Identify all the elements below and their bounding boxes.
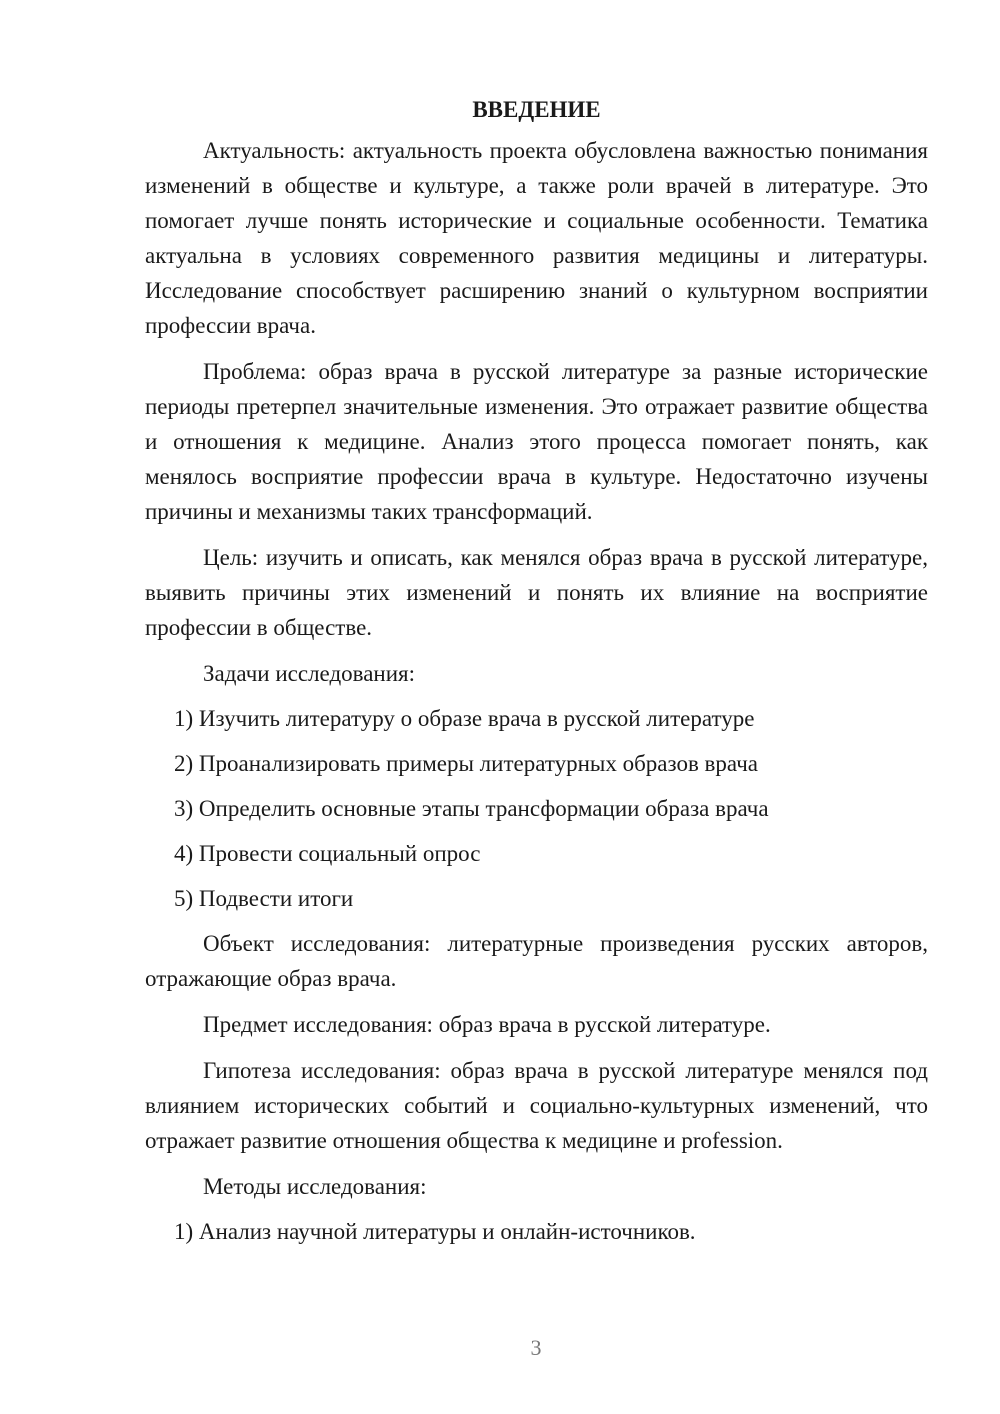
page-number: 3 — [530, 1335, 542, 1360]
problem-paragraph: Проблема: образ врача в русской литературе за разные исторические периоды претерпел значительные изменения. Это отражает развитие общества и отношения к медицине. Анализ этого процесса помогает понять, как менялось восприятие профессии врача в культуре. Недостаточно изучены причины и механизмы таких трансформаций. — [145, 359, 928, 524]
hypothesis-paragraph: Гипотеза исследования: образ врача в русской литературе менялся под влиянием исторических событий и социально-культурных изменений, что отражает развитие отношения общества к медицине и profession. — [145, 1058, 928, 1153]
methods-heading: Методы исследования: — [203, 1174, 427, 1199]
list-item: 5) Подвести итоги — [174, 886, 354, 911]
tasks-heading: Задачи исследования: — [203, 661, 416, 686]
relevance-paragraph: Актуальность: актуальность проекта обусловлена важностью понимания изменений в обществе и культуре, а также роли врачей в литературе. Это помогает лучше понять исторические и социальные особенности. Тематика актуальна в условиях современного развития медицины и литературы. Исследование способствует расширению знаний о культурном восприятии профессии врача. — [145, 138, 928, 338]
list-item: 1) Анализ научной литературы и онлайн-источников. — [174, 1219, 696, 1244]
object-paragraph: Объект исследования: литературные произведения русских авторов, отражающие образ врача. — [145, 931, 928, 991]
tasks-list — [145, 701, 928, 916]
list-item: 1) Изучить литературу о образе врача в русской литературе — [174, 706, 755, 731]
page-title: ВВЕДЕНИЕ — [472, 97, 601, 122]
list-item: 3) Определить основные этапы трансформации образа врача — [174, 796, 769, 821]
goal-paragraph: Цель: изучить и описать, как менялся образ врача в русской литературе, выявить причины этих изменений и понять их влияние на восприятие профессии в обществе. — [145, 545, 928, 640]
list-item: 2) Проанализировать примеры литературных образов врача — [174, 751, 758, 776]
subject-paragraph: Предмет исследования: образ врача в русской литературе. — [203, 1012, 771, 1037]
document-body — [145, 92, 928, 1259]
list-item: 4) Провести социальный опрос — [174, 841, 481, 866]
methods-list — [145, 1214, 928, 1249]
